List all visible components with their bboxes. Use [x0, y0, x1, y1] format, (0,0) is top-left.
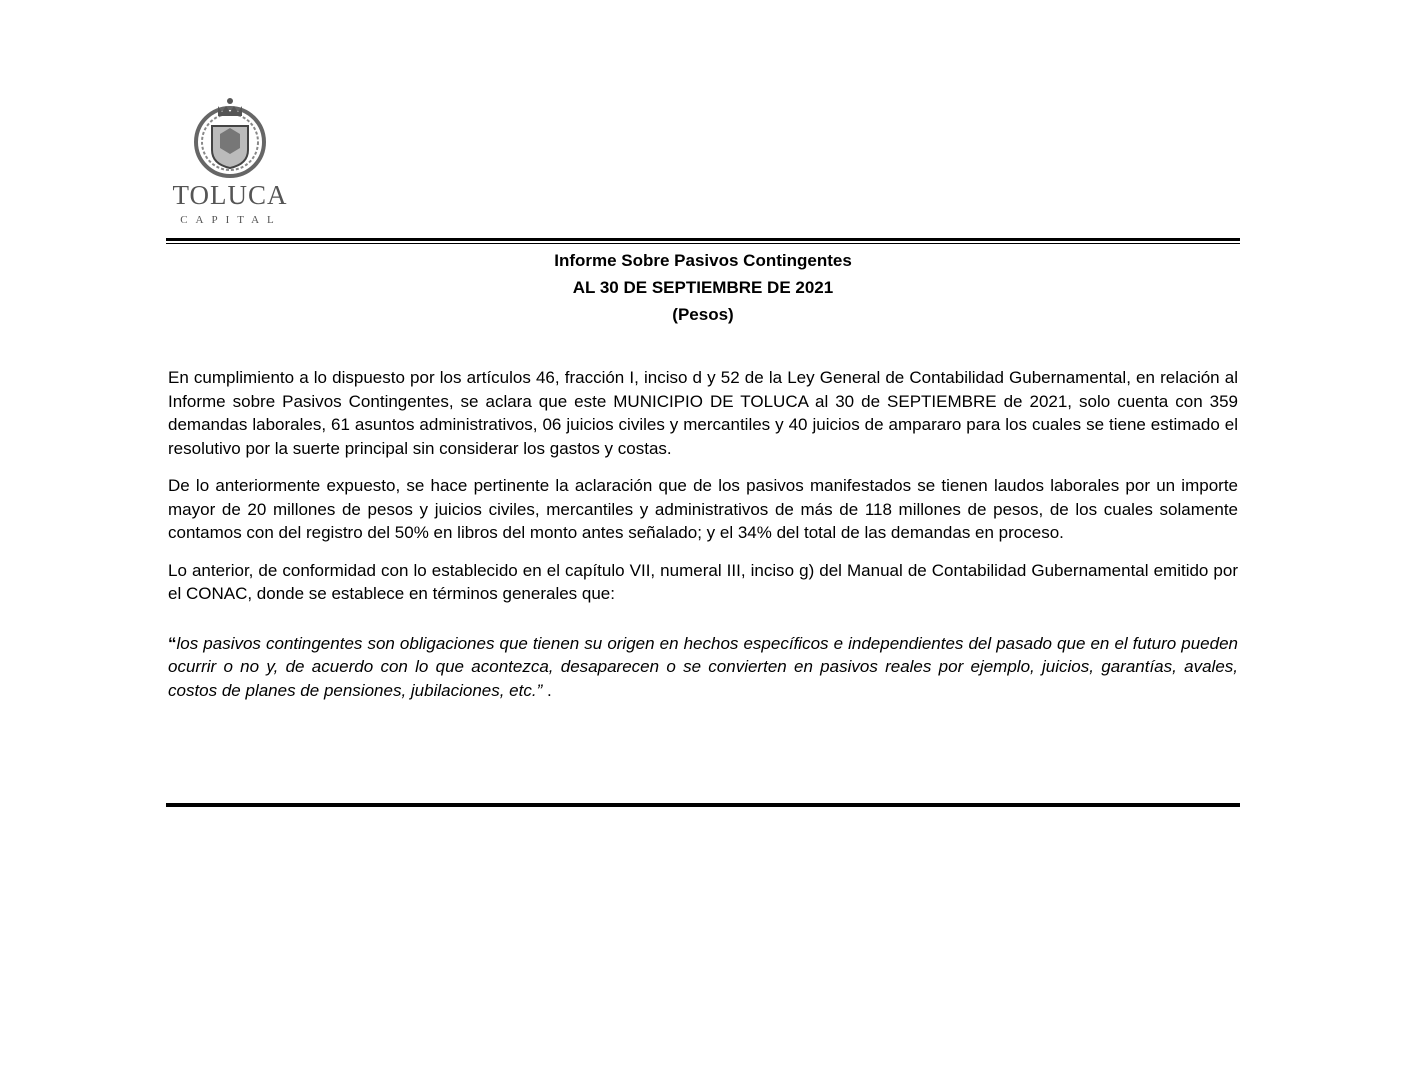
coat-of-arms-icon	[190, 96, 270, 182]
header-divider	[166, 238, 1240, 245]
toluca-logo	[160, 96, 300, 236]
logo-wordmark: TOLUCA	[172, 180, 288, 210]
document-heading	[166, 247, 1240, 328]
paragraph-2: De lo anteriormente expuesto, se hace pertinente la aclaración que de los pasivos manifestados se tienen laudos laborales por un importe mayor de 20 millones de pesos y juicios civiles, mercantiles y administrativos de más de 118 millones de pesos, de los cuales solamente contamos con del registro del 50% en libros del monto antes señalado; y el 34% del total de las demandas en proceso.	[168, 476, 1238, 542]
conac-quote	[168, 632, 1238, 703]
document-body	[168, 366, 1238, 716]
document-title: Informe Sobre Pasivos Contingentes	[554, 251, 852, 270]
quote-tail: .	[546, 680, 552, 700]
document-units: (Pesos)	[672, 305, 734, 324]
paragraph-1: En cumplimiento a lo dispuesto por los artículos 46, fracción I, inciso d y 52 de la Ley General de Contabilidad Gubernamental, en relación al Informe sobre Pasivos Contingentes, se aclara que este MUNICIPIO DE TOLUCA al 30 de SEPTIEMBRE de 2021, solo cuenta con 359 demandas laborales, 61 asuntos administrativos, 06 juicios civiles y mercantiles y 40 juicios de ampararo para los cuales se tiene estimado el resolutivo por la suerte principal sin considerar los gastos y costas.	[168, 368, 1238, 458]
quote-text: los pasivos contingentes son obligaciones que tienen su origen en hechos específicos e independientes del pasado que en el futuro pueden ocurrir o no y, de acuerdo con lo que acontezca, desaparecen o se convierten en pasivos reales por ejemplo, juicios, garantías, avales, costos de planes de pensiones, jubilaciones, etc.”	[168, 633, 1238, 700]
document-date: AL 30 DE SEPTIEMBRE DE 2021	[572, 278, 834, 297]
footer-divider	[166, 803, 1240, 807]
quote-open-mark: “	[168, 633, 177, 653]
logo-tagline: CAPITAL	[180, 214, 282, 226]
paragraph-3: Lo anterior, de conformidad con lo establecido en el capítulo VII, numeral III, inciso g) del Manual de Contabilidad Gubernamental emitido por el CONAC, donde se establece en términos generales que:	[168, 560, 1238, 603]
